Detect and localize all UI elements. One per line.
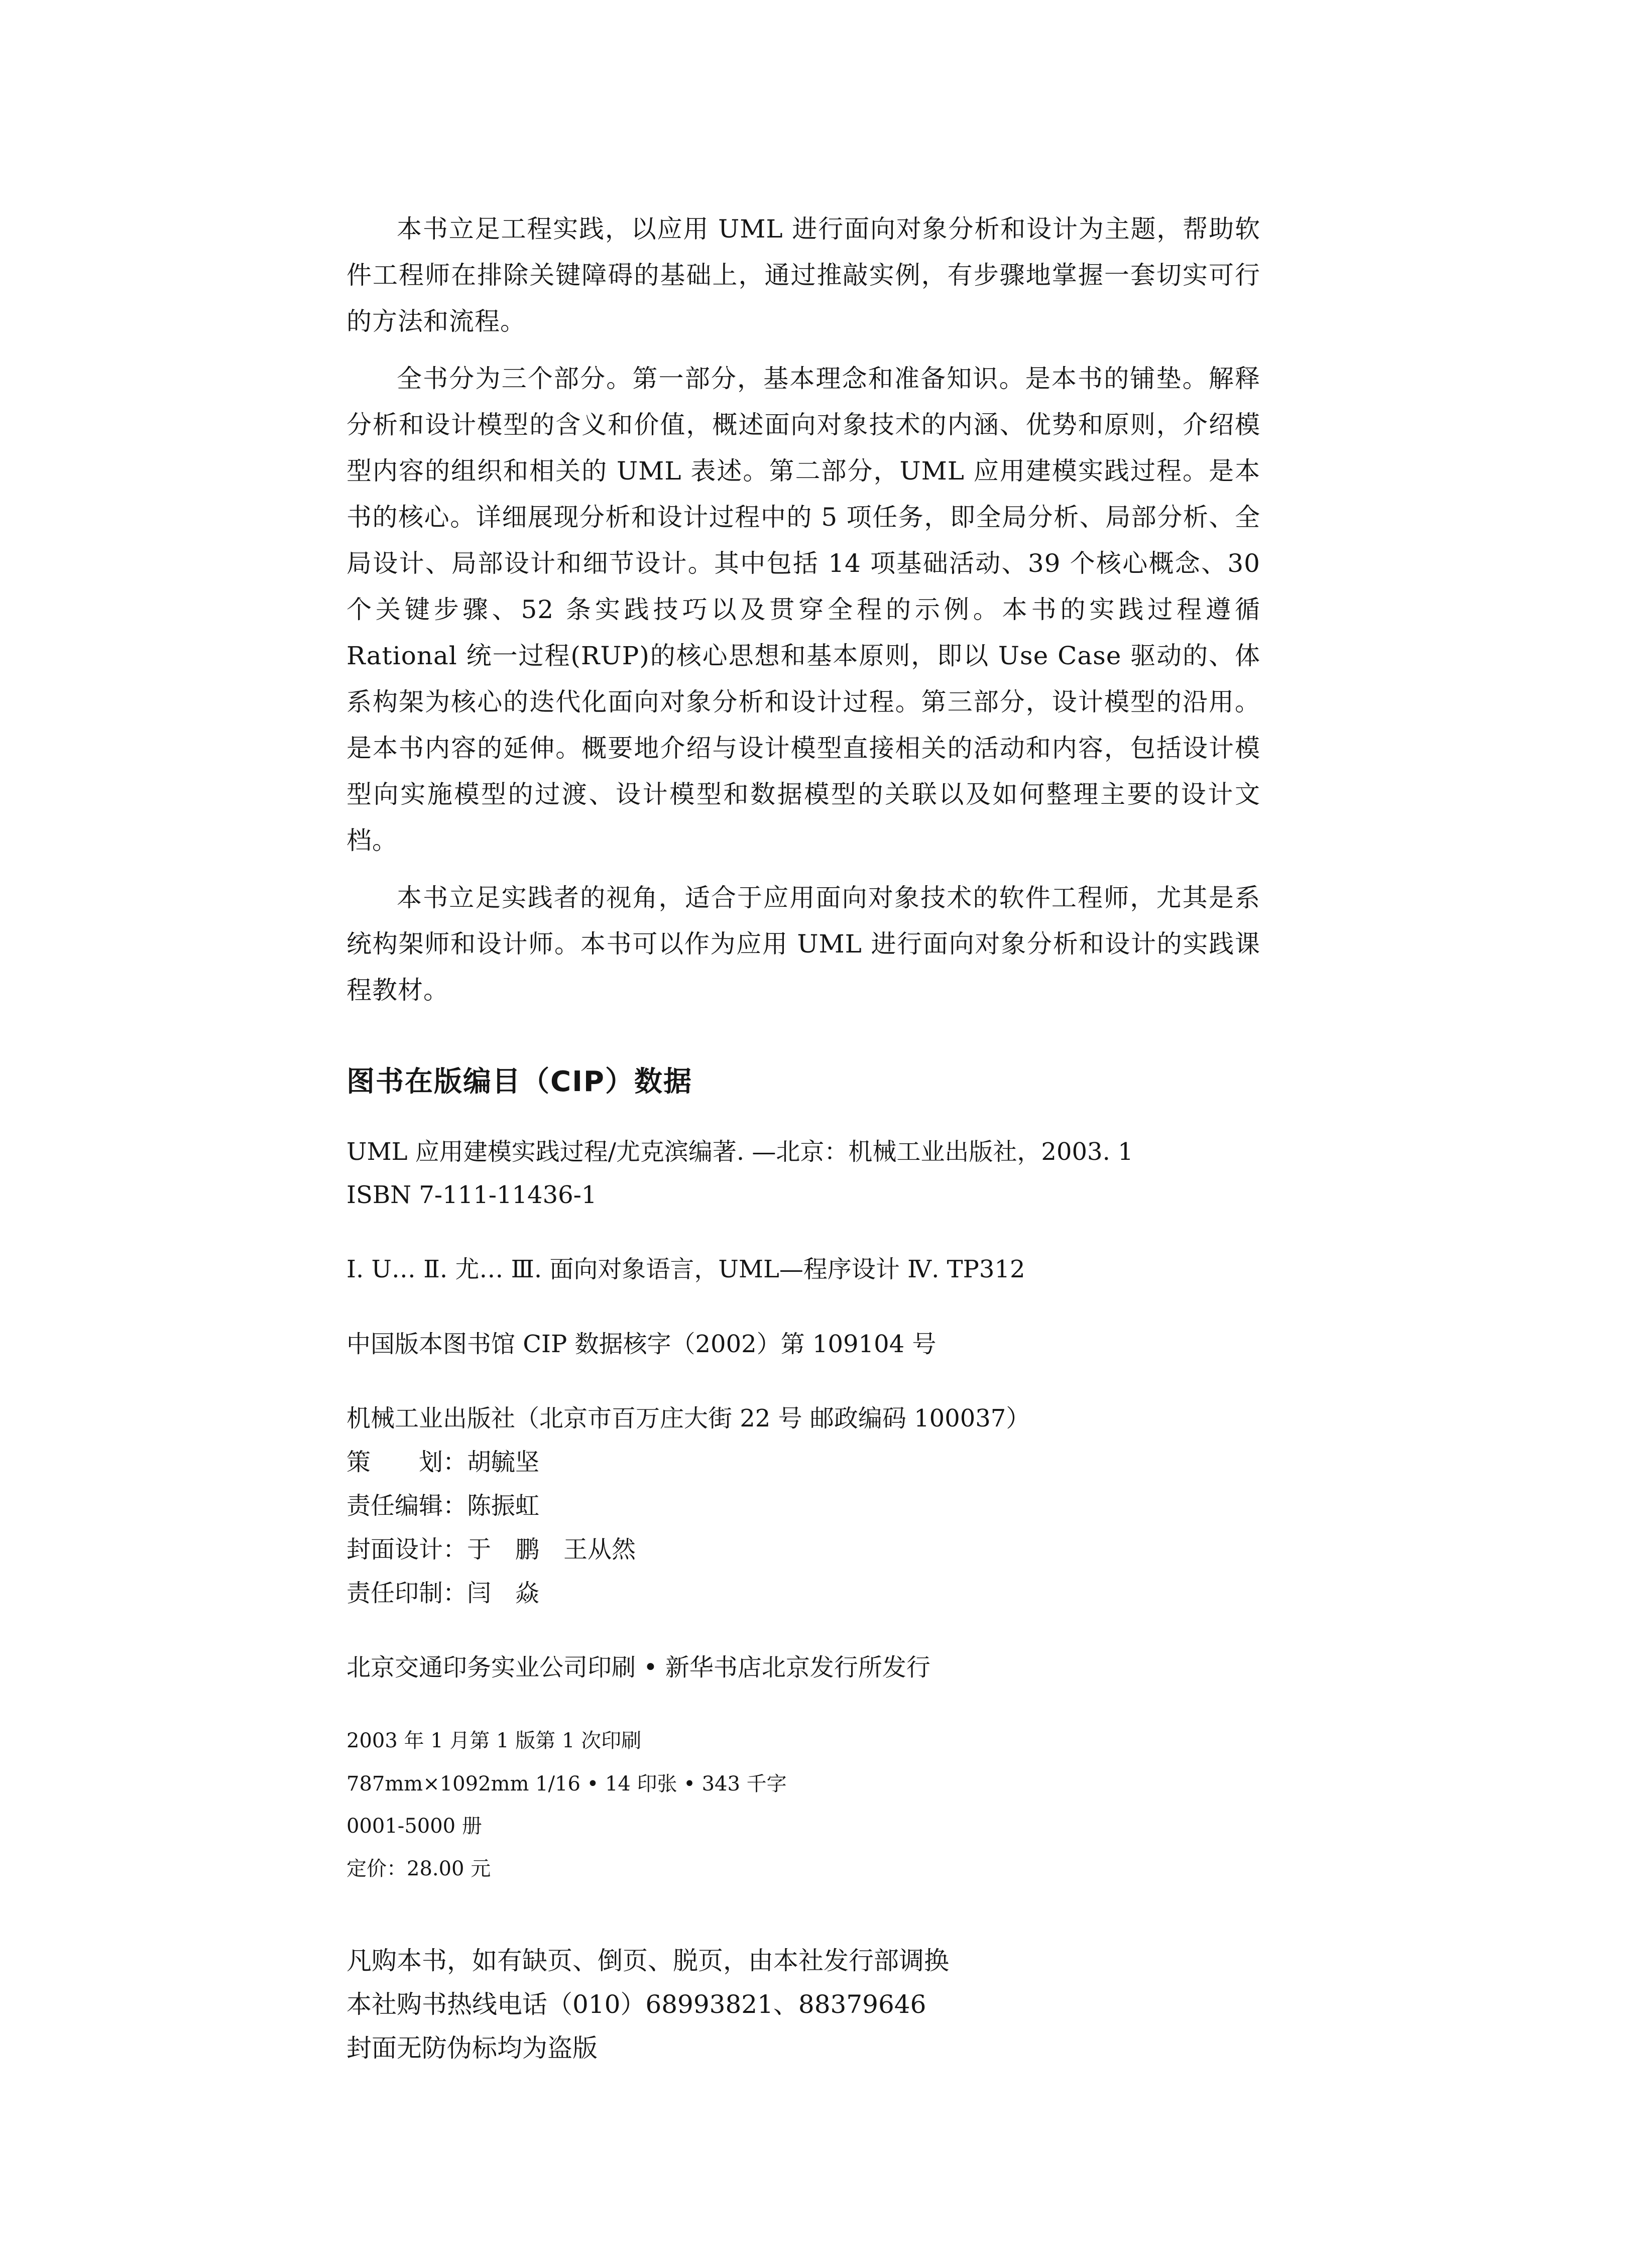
hotline-notice: 本社购书热线电话（010）68993821、88379646 (346, 1990, 926, 2019)
intro-paragraph-2: 全书分为三个部分。第一部分，基本理念和准备知识。是本书的铺垫。解释分析和设计模型的含义和价值，概述面向对象技术的内涵、优势和原则，介绍模型内容的组织和相关的 UML 表述。第二部分，UML 应用建模实践过程。是本书的核心。详细展现分析和设计过程中的 5 项任务，即全局分析、局部分析、全局设计、局部设计和细节设计。其中包括 14 项基础活动、39 个核心概念、30 个关键步骤、52 条实践技巧以及贯穿全程的示例。本书的实践过程遵循 Rational 统一过程(RUP)的核心思想和基本原则，即以 Use Case 驱动的、体系构架为核心的迭代化面向对象分析和设计过程。第三部分，设计模型的沿用。是本书内容的延伸。概要地介绍与设计模型直接相关的活动和内容，包括设计模型向实施模型的过渡、设计模型和数据模型的关联以及如何整理主要的设计文档。 (346, 364, 1260, 855)
cip-record-line: 中国版本图书馆 CIP 数据核字（2002）第 109104 号 (346, 1330, 937, 1358)
replacement-notice: 凡购本书，如有缺页、倒页、脱页，由本社发行部调换 (346, 1946, 949, 1975)
intro-paragraph-3: 本书立足实践者的视角，适合于应用面向对象技术的软件工程师，尤其是系统构架师和设计师。本书可以作为应用 UML 进行面向对象分析和设计的实践课程教材。 (346, 883, 1260, 1005)
isbn-line: ISBN 7-111-11436-1 (346, 1181, 597, 1209)
planner-line: 策 划：胡毓坚 (346, 1448, 540, 1476)
classification-line: Ⅰ. U… Ⅱ. 尤… Ⅲ. 面向对象语言，UML—程序设计 Ⅳ. TP312 (346, 1255, 1025, 1283)
cip-data-title: 图书在版编目（CIP）数据 (346, 1065, 692, 1098)
cip-book-line: UML 应用建模实践过程/尤克滨编著. —北京：机械工业出版社，2003. 1 (346, 1138, 1133, 1166)
print-manager-line: 责任印制：闫 焱 (346, 1579, 540, 1607)
format-line: 787mm×1092mm 1/16 • 14 印张 • 343 千字 (346, 1772, 787, 1796)
copies-line: 0001-5000 册 (346, 1815, 482, 1838)
intro-paragraph-1: 本书立足工程实践，以应用 UML 进行面向对象分析和设计为主题，帮助软件工程师在排除关键障碍的基础上，通过推敲实例，有步骤地掌握一套切实可行的方法和流程。 (346, 214, 1260, 336)
publisher-line: 机械工业出版社（北京市百万庄大街 22 号 邮政编码 100037） (346, 1404, 1030, 1433)
price-line: 定价：28.00 元 (346, 1857, 491, 1880)
edition-line: 2003 年 1 月第 1 版第 1 次印刷 (346, 1729, 642, 1752)
editor-line: 责任编辑：陈振虹 (346, 1492, 540, 1520)
cover-design-line: 封面设计：于 鹏 王从然 (346, 1535, 636, 1564)
book-introduction (346, 206, 1260, 1024)
anti-piracy-notice: 封面无防伪标均为盗版 (346, 2034, 598, 2063)
printer-line: 北京交通印务实业公司印刷 • 新华书店北京发行所发行 (346, 1653, 930, 1682)
